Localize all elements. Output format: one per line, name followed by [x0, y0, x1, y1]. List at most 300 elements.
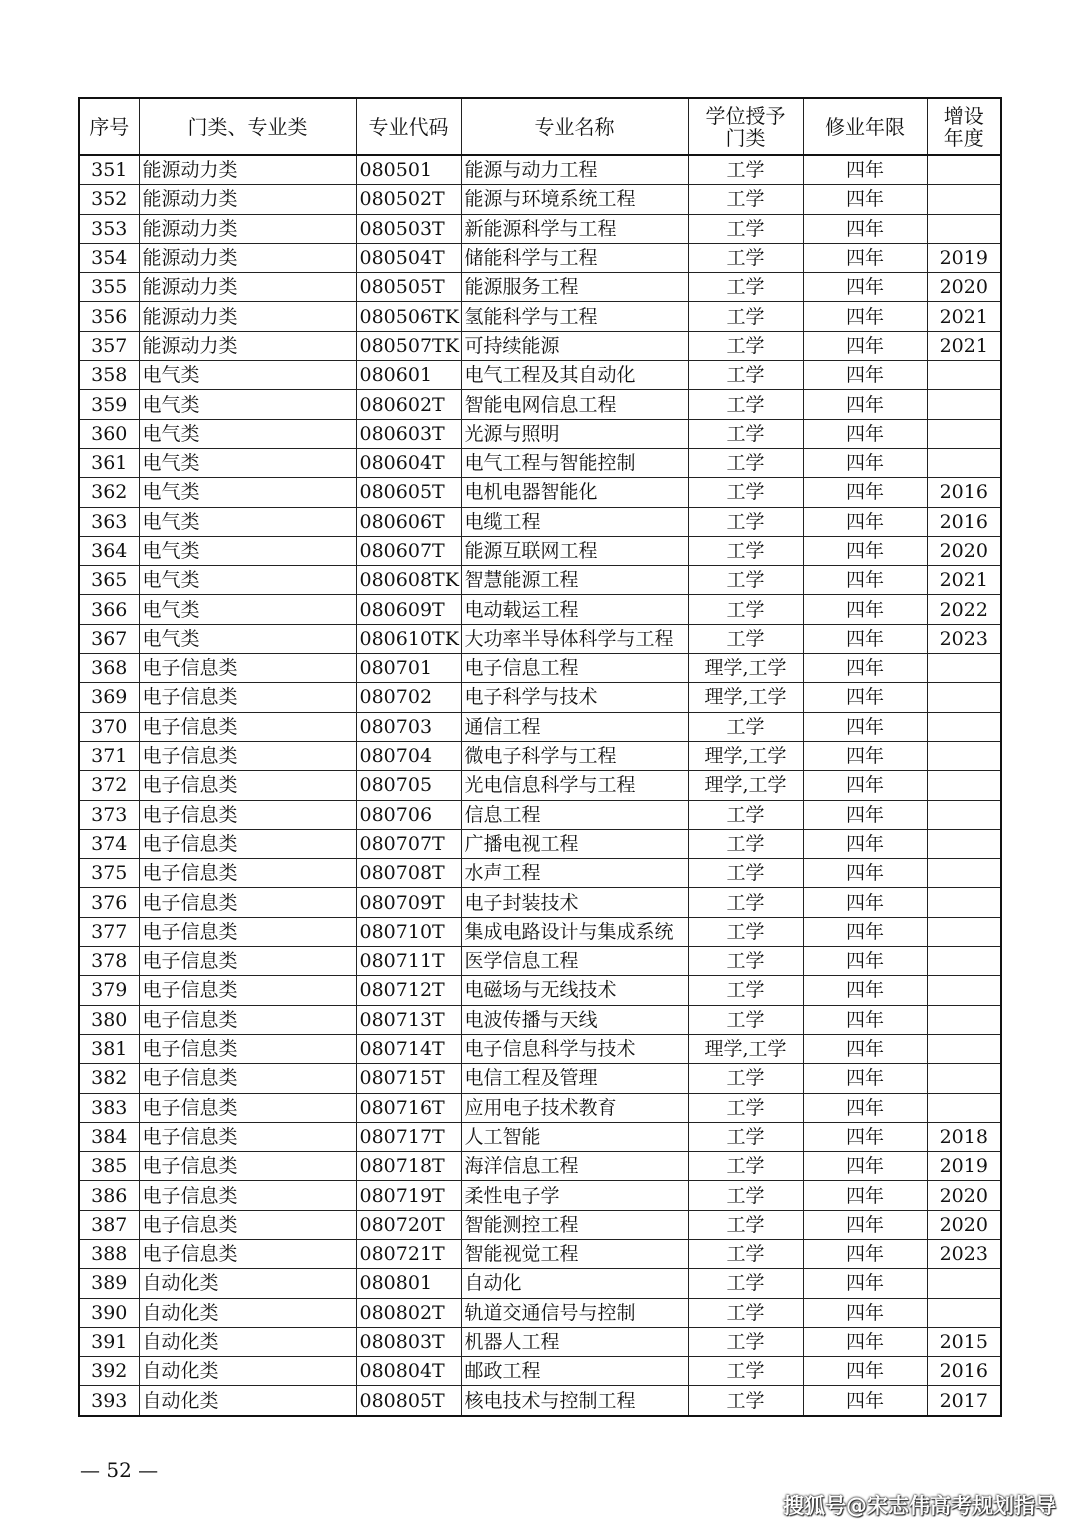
table-row — [79, 507, 1001, 536]
cell-added — [927, 741, 1001, 770]
cell-degree: 工学 — [688, 566, 803, 595]
cell-years: 四年 — [803, 976, 927, 1005]
cell-name: 电子信息工程 — [461, 654, 688, 683]
cell-code: 080715T — [356, 1064, 461, 1093]
cell-name: 电信工程及管理 — [461, 1064, 688, 1093]
cell-years: 四年 — [803, 771, 927, 800]
cell-category: 电子信息类 — [139, 683, 356, 712]
header-years: 修业年限 — [803, 98, 927, 155]
cell-degree: 理学,工学 — [688, 654, 803, 683]
cell-degree: 工学 — [688, 1357, 803, 1386]
cell-name: 水声工程 — [461, 859, 688, 888]
cell-degree: 工学 — [688, 1239, 803, 1268]
cell-code: 080601 — [356, 361, 461, 390]
cell-degree: 工学 — [688, 478, 803, 507]
cell-name: 电机电器智能化 — [461, 478, 688, 507]
cell-category: 电子信息类 — [139, 888, 356, 917]
cell-degree: 工学 — [688, 507, 803, 536]
cell-years: 四年 — [803, 741, 927, 770]
cell-years: 四年 — [803, 1181, 927, 1210]
cell-added — [927, 712, 1001, 741]
cell-code: 080804T — [356, 1357, 461, 1386]
cell-seq: 358 — [79, 361, 139, 390]
cell-code: 080606T — [356, 507, 461, 536]
cell-name: 光电信息科学与工程 — [461, 771, 688, 800]
cell-years: 四年 — [803, 917, 927, 946]
cell-category: 电气类 — [139, 595, 356, 624]
header-added-line1: 增设 — [943, 103, 984, 128]
cell-added — [927, 1269, 1001, 1298]
cell-name: 轨道交通信号与控制 — [461, 1298, 688, 1327]
cell-name: 能源互联网工程 — [461, 536, 688, 565]
cell-category: 自动化类 — [139, 1357, 356, 1386]
cell-name: 能源与环境系统工程 — [461, 185, 688, 214]
table-row — [79, 741, 1001, 770]
cell-category: 能源动力类 — [139, 155, 356, 185]
cell-code: 080717T — [356, 1122, 461, 1151]
cell-seq: 360 — [79, 419, 139, 448]
table-row — [79, 1327, 1001, 1356]
cell-category: 电气类 — [139, 419, 356, 448]
header-degree — [688, 98, 803, 155]
table-row — [79, 361, 1001, 390]
cell-added: 2019 — [927, 243, 1001, 272]
cell-years: 四年 — [803, 1210, 927, 1239]
cell-seq: 381 — [79, 1034, 139, 1063]
table-row — [79, 712, 1001, 741]
cell-category: 电子信息类 — [139, 1064, 356, 1093]
table-row — [79, 331, 1001, 360]
cell-seq: 391 — [79, 1327, 139, 1356]
cell-seq: 367 — [79, 624, 139, 653]
table-row — [79, 595, 1001, 624]
table-row — [79, 654, 1001, 683]
cell-category: 电气类 — [139, 478, 356, 507]
cell-code: 080503T — [356, 214, 461, 243]
table-row — [79, 390, 1001, 419]
cell-degree: 工学 — [688, 214, 803, 243]
table-row — [79, 1064, 1001, 1093]
cell-degree: 工学 — [688, 595, 803, 624]
cell-added — [927, 976, 1001, 1005]
cell-years: 四年 — [803, 1386, 927, 1416]
cell-seq: 361 — [79, 448, 139, 477]
cell-added — [927, 800, 1001, 829]
table-row — [79, 1269, 1001, 1298]
cell-added: 2016 — [927, 1357, 1001, 1386]
cell-name: 电子科学与技术 — [461, 683, 688, 712]
watermark: 搜狐号@宋志伟高考规划指导 — [783, 1494, 1056, 1518]
cell-degree: 工学 — [688, 1327, 803, 1356]
cell-added — [927, 214, 1001, 243]
table-row — [79, 1210, 1001, 1239]
cell-category: 自动化类 — [139, 1386, 356, 1416]
cell-name: 电波传播与天线 — [461, 1005, 688, 1034]
cell-name: 通信工程 — [461, 712, 688, 741]
cell-seq: 370 — [79, 712, 139, 741]
cell-name: 广播电视工程 — [461, 829, 688, 858]
cell-seq: 392 — [79, 1357, 139, 1386]
cell-degree: 理学,工学 — [688, 683, 803, 712]
cell-code: 080505T — [356, 273, 461, 302]
table-row — [79, 859, 1001, 888]
cell-years: 四年 — [803, 888, 927, 917]
cell-name: 新能源科学与工程 — [461, 214, 688, 243]
cell-degree: 工学 — [688, 185, 803, 214]
cell-code: 080708T — [356, 859, 461, 888]
cell-name: 智能电网信息工程 — [461, 390, 688, 419]
header-degree-line1: 学位授予 — [705, 103, 786, 128]
cell-years: 四年 — [803, 654, 927, 683]
cell-category: 能源动力类 — [139, 302, 356, 331]
table-row — [79, 771, 1001, 800]
cell-added: 2023 — [927, 1239, 1001, 1268]
cell-category: 电子信息类 — [139, 771, 356, 800]
cell-added: 2016 — [927, 507, 1001, 536]
cell-code: 080507TK — [356, 331, 461, 360]
cell-code: 080603T — [356, 419, 461, 448]
cell-seq: 387 — [79, 1210, 139, 1239]
cell-code: 080602T — [356, 390, 461, 419]
cell-years: 四年 — [803, 1005, 927, 1034]
cell-degree: 工学 — [688, 331, 803, 360]
table-row — [79, 155, 1001, 185]
table-row — [79, 1005, 1001, 1034]
cell-name: 能源服务工程 — [461, 273, 688, 302]
cell-degree: 工学 — [688, 1210, 803, 1239]
cell-category: 电气类 — [139, 361, 356, 390]
cell-years: 四年 — [803, 390, 927, 419]
cell-years: 四年 — [803, 1093, 927, 1122]
cell-years: 四年 — [803, 185, 927, 214]
table-row — [79, 1357, 1001, 1386]
cell-added: 2019 — [927, 1152, 1001, 1181]
cell-added: 2021 — [927, 302, 1001, 331]
table-row — [79, 243, 1001, 272]
table-row — [79, 302, 1001, 331]
table-row — [79, 1122, 1001, 1151]
cell-category: 电子信息类 — [139, 1210, 356, 1239]
cell-seq: 384 — [79, 1122, 139, 1151]
cell-code: 080718T — [356, 1152, 461, 1181]
cell-added: 2020 — [927, 1210, 1001, 1239]
cell-seq: 373 — [79, 800, 139, 829]
table-row — [79, 1386, 1001, 1416]
cell-added: 2020 — [927, 536, 1001, 565]
cell-years: 四年 — [803, 829, 927, 858]
header-added — [927, 98, 1001, 155]
cell-name: 核电技术与控制工程 — [461, 1386, 688, 1416]
cell-degree: 工学 — [688, 390, 803, 419]
cell-category: 能源动力类 — [139, 331, 356, 360]
cell-added — [927, 1093, 1001, 1122]
cell-code: 080720T — [356, 1210, 461, 1239]
cell-years: 四年 — [803, 1327, 927, 1356]
cell-category: 电气类 — [139, 536, 356, 565]
cell-category: 自动化类 — [139, 1269, 356, 1298]
cell-seq: 371 — [79, 741, 139, 770]
cell-years: 四年 — [803, 1034, 927, 1063]
table-row — [79, 829, 1001, 858]
cell-category: 电子信息类 — [139, 1239, 356, 1268]
cell-seq: 363 — [79, 507, 139, 536]
cell-name: 电动载运工程 — [461, 595, 688, 624]
table-row — [79, 1181, 1001, 1210]
cell-added — [927, 888, 1001, 917]
cell-degree: 工学 — [688, 243, 803, 272]
cell-code: 080710T — [356, 917, 461, 946]
table-row — [79, 1298, 1001, 1327]
cell-added — [927, 390, 1001, 419]
cell-seq: 389 — [79, 1269, 139, 1298]
cell-added: 2018 — [927, 1122, 1001, 1151]
cell-degree: 工学 — [688, 1298, 803, 1327]
cell-seq: 365 — [79, 566, 139, 595]
table-row — [79, 185, 1001, 214]
cell-seq: 357 — [79, 331, 139, 360]
cell-category: 电子信息类 — [139, 712, 356, 741]
cell-added: 2021 — [927, 566, 1001, 595]
cell-code: 080607T — [356, 536, 461, 565]
cell-category: 电子信息类 — [139, 829, 356, 858]
cell-name: 信息工程 — [461, 800, 688, 829]
cell-code: 080501 — [356, 155, 461, 185]
cell-category: 电子信息类 — [139, 1152, 356, 1181]
cell-category: 电子信息类 — [139, 1005, 356, 1034]
cell-degree: 理学,工学 — [688, 1034, 803, 1063]
cell-added: 2020 — [927, 273, 1001, 302]
cell-category: 电子信息类 — [139, 947, 356, 976]
cell-code: 080713T — [356, 1005, 461, 1034]
cell-name: 海洋信息工程 — [461, 1152, 688, 1181]
cell-added — [927, 829, 1001, 858]
cell-added: 2015 — [927, 1327, 1001, 1356]
cell-code: 080610TK — [356, 624, 461, 653]
cell-years: 四年 — [803, 624, 927, 653]
cell-category: 能源动力类 — [139, 273, 356, 302]
cell-code: 080709T — [356, 888, 461, 917]
cell-seq: 385 — [79, 1152, 139, 1181]
cell-years: 四年 — [803, 947, 927, 976]
cell-category: 电子信息类 — [139, 800, 356, 829]
cell-name: 电子信息科学与技术 — [461, 1034, 688, 1063]
cell-seq: 356 — [79, 302, 139, 331]
table-row — [79, 448, 1001, 477]
table-row — [79, 536, 1001, 565]
cell-degree: 工学 — [688, 829, 803, 858]
cell-degree: 工学 — [688, 947, 803, 976]
cell-added — [927, 917, 1001, 946]
cell-seq: 378 — [79, 947, 139, 976]
cell-seq: 372 — [79, 771, 139, 800]
cell-years: 四年 — [803, 566, 927, 595]
cell-name: 电气工程与智能控制 — [461, 448, 688, 477]
cell-degree: 工学 — [688, 419, 803, 448]
cell-years: 四年 — [803, 1122, 927, 1151]
cell-code: 080604T — [356, 448, 461, 477]
cell-seq: 359 — [79, 390, 139, 419]
cell-name: 智慧能源工程 — [461, 566, 688, 595]
cell-years: 四年 — [803, 155, 927, 185]
cell-category: 自动化类 — [139, 1327, 356, 1356]
cell-added — [927, 1064, 1001, 1093]
cell-seq: 386 — [79, 1181, 139, 1210]
cell-added — [927, 771, 1001, 800]
cell-years: 四年 — [803, 361, 927, 390]
cell-years: 四年 — [803, 331, 927, 360]
cell-years: 四年 — [803, 595, 927, 624]
table-header-row — [79, 98, 1001, 155]
cell-code: 080502T — [356, 185, 461, 214]
table-row — [79, 1093, 1001, 1122]
cell-degree: 工学 — [688, 155, 803, 185]
cell-degree: 理学,工学 — [688, 771, 803, 800]
cell-code: 080719T — [356, 1181, 461, 1210]
cell-name: 智能视觉工程 — [461, 1239, 688, 1268]
table-row — [79, 214, 1001, 243]
cell-seq: 369 — [79, 683, 139, 712]
table-row — [79, 1034, 1001, 1063]
page-number: — 52 — — [80, 1458, 159, 1482]
cell-degree: 工学 — [688, 1093, 803, 1122]
cell-degree: 工学 — [688, 448, 803, 477]
cell-name: 电子封装技术 — [461, 888, 688, 917]
cell-name: 电气工程及其自动化 — [461, 361, 688, 390]
table-body — [79, 155, 1001, 1416]
table-row — [79, 478, 1001, 507]
cell-code: 080705 — [356, 771, 461, 800]
cell-name: 人工智能 — [461, 1122, 688, 1151]
cell-added — [927, 448, 1001, 477]
header-code: 专业代码 — [356, 98, 461, 155]
cell-degree: 理学,工学 — [688, 741, 803, 770]
cell-code: 080605T — [356, 478, 461, 507]
cell-code: 080504T — [356, 243, 461, 272]
header-name: 专业名称 — [461, 98, 688, 155]
cell-name: 可持续能源 — [461, 331, 688, 360]
cell-seq: 376 — [79, 888, 139, 917]
cell-category: 电子信息类 — [139, 1034, 356, 1063]
cell-years: 四年 — [803, 273, 927, 302]
cell-added — [927, 1298, 1001, 1327]
cell-code: 080802T — [356, 1298, 461, 1327]
cell-years: 四年 — [803, 536, 927, 565]
cell-degree: 工学 — [688, 1152, 803, 1181]
cell-years: 四年 — [803, 1152, 927, 1181]
cell-seq: 355 — [79, 273, 139, 302]
cell-seq: 390 — [79, 1298, 139, 1327]
cell-degree: 工学 — [688, 302, 803, 331]
cell-name: 机器人工程 — [461, 1327, 688, 1356]
cell-years: 四年 — [803, 1298, 927, 1327]
cell-category: 电子信息类 — [139, 1181, 356, 1210]
cell-code: 080706 — [356, 800, 461, 829]
cell-category: 电气类 — [139, 390, 356, 419]
cell-name: 微电子科学与工程 — [461, 741, 688, 770]
cell-added: 2017 — [927, 1386, 1001, 1416]
cell-years: 四年 — [803, 448, 927, 477]
cell-category: 电子信息类 — [139, 859, 356, 888]
cell-category: 能源动力类 — [139, 243, 356, 272]
cell-code: 080703 — [356, 712, 461, 741]
cell-seq: 393 — [79, 1386, 139, 1416]
cell-added — [927, 859, 1001, 888]
cell-years: 四年 — [803, 214, 927, 243]
cell-years: 四年 — [803, 302, 927, 331]
table-row — [79, 947, 1001, 976]
cell-name: 能源与动力工程 — [461, 155, 688, 185]
majors-table — [78, 97, 1002, 1417]
cell-degree: 工学 — [688, 273, 803, 302]
cell-category: 电子信息类 — [139, 741, 356, 770]
cell-name: 医学信息工程 — [461, 947, 688, 976]
cell-degree: 工学 — [688, 1269, 803, 1298]
cell-degree: 工学 — [688, 1064, 803, 1093]
cell-years: 四年 — [803, 243, 927, 272]
cell-added: 2020 — [927, 1181, 1001, 1210]
cell-years: 四年 — [803, 859, 927, 888]
cell-category: 电气类 — [139, 507, 356, 536]
cell-seq: 351 — [79, 155, 139, 185]
cell-added — [927, 654, 1001, 683]
header-category: 门类、专业类 — [139, 98, 356, 155]
cell-degree: 工学 — [688, 624, 803, 653]
cell-category: 能源动力类 — [139, 185, 356, 214]
cell-added: 2021 — [927, 331, 1001, 360]
cell-category: 自动化类 — [139, 1298, 356, 1327]
cell-code: 080803T — [356, 1327, 461, 1356]
cell-code: 080805T — [356, 1386, 461, 1416]
cell-added — [927, 1005, 1001, 1034]
cell-code: 080711T — [356, 947, 461, 976]
cell-degree: 工学 — [688, 800, 803, 829]
cell-code: 080506TK — [356, 302, 461, 331]
cell-seq: 352 — [79, 185, 139, 214]
cell-code: 080707T — [356, 829, 461, 858]
cell-degree: 工学 — [688, 1122, 803, 1151]
cell-years: 四年 — [803, 712, 927, 741]
table-row — [79, 1152, 1001, 1181]
cell-seq: 364 — [79, 536, 139, 565]
cell-added — [927, 947, 1001, 976]
cell-name: 大功率半导体科学与工程 — [461, 624, 688, 653]
cell-degree: 工学 — [688, 859, 803, 888]
table-row — [79, 917, 1001, 946]
table-row — [79, 976, 1001, 1005]
cell-category: 能源动力类 — [139, 214, 356, 243]
cell-degree: 工学 — [688, 361, 803, 390]
table-row — [79, 624, 1001, 653]
cell-seq: 354 — [79, 243, 139, 272]
cell-code: 080609T — [356, 595, 461, 624]
table-row — [79, 419, 1001, 448]
cell-seq: 382 — [79, 1064, 139, 1093]
cell-name: 自动化 — [461, 1269, 688, 1298]
cell-seq: 379 — [79, 976, 139, 1005]
cell-years: 四年 — [803, 683, 927, 712]
cell-years: 四年 — [803, 478, 927, 507]
cell-seq: 375 — [79, 859, 139, 888]
cell-seq: 374 — [79, 829, 139, 858]
cell-degree: 工学 — [688, 917, 803, 946]
cell-category: 电子信息类 — [139, 917, 356, 946]
cell-degree: 工学 — [688, 976, 803, 1005]
cell-seq: 368 — [79, 654, 139, 683]
cell-name: 邮政工程 — [461, 1357, 688, 1386]
header-added-line2: 年度 — [943, 125, 984, 150]
cell-added: 2022 — [927, 595, 1001, 624]
cell-name: 应用电子技术教育 — [461, 1093, 688, 1122]
